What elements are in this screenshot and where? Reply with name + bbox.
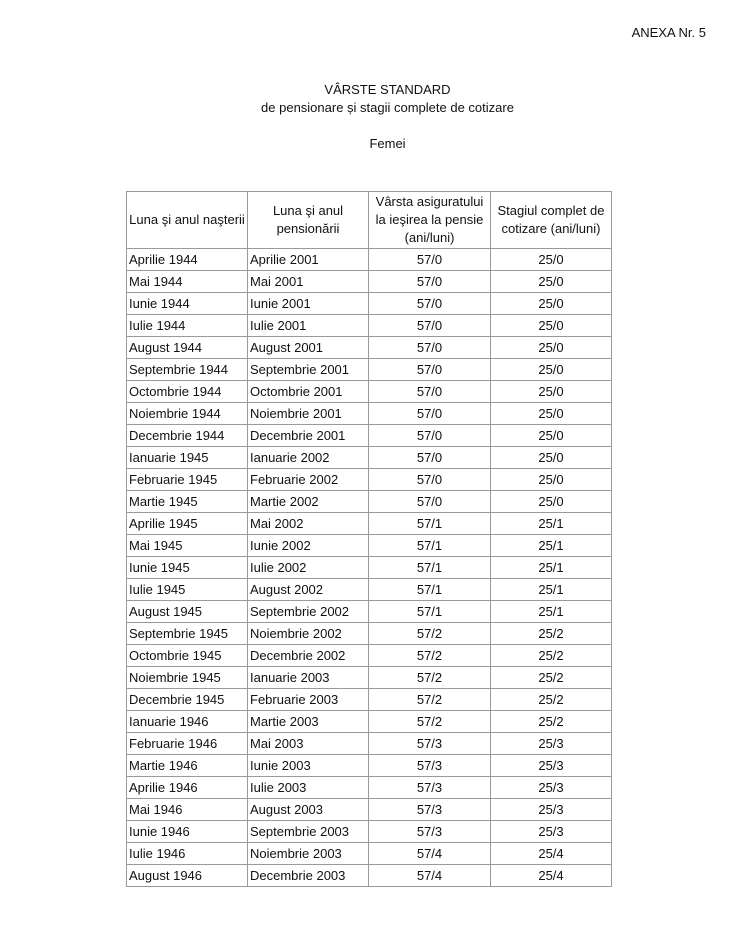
table-row	[127, 601, 612, 623]
cell-birth-month: Noiembrie 1945	[127, 667, 248, 689]
cell-birth-month: Ianuarie 1945	[127, 447, 248, 469]
cell-retirement-age: 57/0	[369, 425, 491, 447]
cell-retirement-month: Mai 2001	[248, 271, 369, 293]
group-label: Femei	[369, 136, 406, 151]
cell-birth-month: Februarie 1946	[127, 733, 248, 755]
table-row	[127, 865, 612, 887]
cell-birth-month: Iulie 1946	[127, 843, 248, 865]
table-row	[127, 821, 612, 843]
cell-contribution-period: 25/3	[491, 733, 612, 755]
cell-contribution-period: 25/0	[491, 469, 612, 491]
cell-retirement-age: 57/2	[369, 711, 491, 733]
table-row	[127, 689, 612, 711]
cell-retirement-age: 57/1	[369, 535, 491, 557]
cell-birth-month: August 1945	[127, 601, 248, 623]
table-row	[127, 645, 612, 667]
table-row	[127, 755, 612, 777]
cell-contribution-period: 25/3	[491, 755, 612, 777]
annex-label: ANEXA Nr. 5	[631, 25, 706, 40]
cell-birth-month: Octombrie 1944	[127, 381, 248, 403]
cell-birth-month: Martie 1945	[127, 491, 248, 513]
cell-retirement-age: 57/2	[369, 667, 491, 689]
cell-retirement-month: Decembrie 2003	[248, 865, 369, 887]
cell-contribution-period: 25/1	[491, 513, 612, 535]
table-row	[127, 513, 612, 535]
cell-retirement-age: 57/3	[369, 777, 491, 799]
cell-retirement-month: Iulie 2003	[248, 777, 369, 799]
table-header-row	[127, 192, 612, 249]
column-header-age: Vârsta asiguratului la ieşirea la pensie (ani/luni)	[369, 192, 491, 249]
cell-birth-month: Iulie 1945	[127, 579, 248, 601]
table-row	[127, 667, 612, 689]
cell-birth-month: Mai 1945	[127, 535, 248, 557]
cell-retirement-age: 57/4	[369, 865, 491, 887]
cell-retirement-age: 57/0	[369, 491, 491, 513]
cell-retirement-month: August 2001	[248, 337, 369, 359]
cell-contribution-period: 25/0	[491, 271, 612, 293]
cell-birth-month: Aprilie 1945	[127, 513, 248, 535]
cell-contribution-period: 25/0	[491, 315, 612, 337]
cell-retirement-month: Iulie 2001	[248, 315, 369, 337]
table-row	[127, 799, 612, 821]
cell-retirement-month: Iunie 2003	[248, 755, 369, 777]
cell-retirement-age: 57/0	[369, 469, 491, 491]
cell-birth-month: Februarie 1945	[127, 469, 248, 491]
cell-retirement-month: Noiembrie 2001	[248, 403, 369, 425]
cell-retirement-month: Decembrie 2001	[248, 425, 369, 447]
table-row	[127, 733, 612, 755]
column-header-birth: Luna şi anul naşterii	[127, 192, 248, 249]
cell-retirement-age: 57/1	[369, 579, 491, 601]
cell-contribution-period: 25/2	[491, 667, 612, 689]
cell-retirement-month: Ianuarie 2002	[248, 447, 369, 469]
cell-contribution-period: 25/3	[491, 777, 612, 799]
cell-birth-month: Septembrie 1944	[127, 359, 248, 381]
cell-birth-month: Ianuarie 1946	[127, 711, 248, 733]
cell-birth-month: Noiembrie 1944	[127, 403, 248, 425]
table-row	[127, 843, 612, 865]
table-row	[127, 535, 612, 557]
cell-retirement-month: Aprilie 2001	[248, 249, 369, 271]
cell-contribution-period: 25/2	[491, 623, 612, 645]
table-row	[127, 337, 612, 359]
cell-contribution-period: 25/1	[491, 557, 612, 579]
table-row	[127, 315, 612, 337]
cell-contribution-period: 25/1	[491, 579, 612, 601]
cell-retirement-age: 57/3	[369, 799, 491, 821]
cell-contribution-period: 25/4	[491, 865, 612, 887]
table-row	[127, 249, 612, 271]
cell-retirement-age: 57/0	[369, 337, 491, 359]
cell-retirement-age: 57/2	[369, 645, 491, 667]
cell-contribution-period: 25/1	[491, 535, 612, 557]
cell-retirement-age: 57/3	[369, 821, 491, 843]
cell-birth-month: Septembrie 1945	[127, 623, 248, 645]
cell-retirement-age: 57/3	[369, 755, 491, 777]
cell-retirement-month: Septembrie 2003	[248, 821, 369, 843]
document-subtitle: de pensionare și stagii complete de cotizare	[261, 100, 514, 115]
cell-retirement-month: Martie 2002	[248, 491, 369, 513]
cell-retirement-month: Martie 2003	[248, 711, 369, 733]
cell-retirement-age: 57/0	[369, 249, 491, 271]
table-row	[127, 711, 612, 733]
cell-retirement-age: 57/0	[369, 315, 491, 337]
cell-retirement-month: Septembrie 2002	[248, 601, 369, 623]
cell-retirement-age: 57/0	[369, 403, 491, 425]
cell-retirement-age: 57/3	[369, 733, 491, 755]
cell-contribution-period: 25/1	[491, 601, 612, 623]
table-row	[127, 425, 612, 447]
cell-birth-month: Iunie 1946	[127, 821, 248, 843]
cell-retirement-age: 57/1	[369, 601, 491, 623]
cell-contribution-period: 25/0	[491, 249, 612, 271]
table-row	[127, 491, 612, 513]
cell-contribution-period: 25/0	[491, 381, 612, 403]
cell-birth-month: August 1944	[127, 337, 248, 359]
table-row	[127, 623, 612, 645]
cell-retirement-age: 57/0	[369, 293, 491, 315]
table-row	[127, 777, 612, 799]
table-row	[127, 381, 612, 403]
column-header-retirement: Luna şi anul pensionării	[248, 192, 369, 249]
cell-retirement-month: Februarie 2003	[248, 689, 369, 711]
cell-retirement-month: Septembrie 2001	[248, 359, 369, 381]
cell-birth-month: Iunie 1944	[127, 293, 248, 315]
cell-retirement-month: Mai 2002	[248, 513, 369, 535]
cell-retirement-month: Noiembrie 2002	[248, 623, 369, 645]
cell-retirement-age: 57/1	[369, 513, 491, 535]
cell-birth-month: Octombrie 1945	[127, 645, 248, 667]
cell-retirement-age: 57/0	[369, 359, 491, 381]
cell-contribution-period: 25/4	[491, 843, 612, 865]
table-row	[127, 557, 612, 579]
cell-birth-month: Iulie 1944	[127, 315, 248, 337]
cell-birth-month: Decembrie 1945	[127, 689, 248, 711]
cell-contribution-period: 25/0	[491, 425, 612, 447]
cell-contribution-period: 25/0	[491, 293, 612, 315]
cell-retirement-age: 57/4	[369, 843, 491, 865]
cell-retirement-month: Octombrie 2001	[248, 381, 369, 403]
cell-birth-month: Aprilie 1946	[127, 777, 248, 799]
cell-birth-month: Mai 1946	[127, 799, 248, 821]
cell-birth-month: Aprilie 1944	[127, 249, 248, 271]
cell-contribution-period: 25/3	[491, 821, 612, 843]
table-row	[127, 271, 612, 293]
cell-retirement-age: 57/0	[369, 381, 491, 403]
cell-contribution-period: 25/3	[491, 799, 612, 821]
cell-retirement-age: 57/0	[369, 271, 491, 293]
cell-retirement-month: Iunie 2001	[248, 293, 369, 315]
document-title: VÂRSTE STANDARD	[324, 82, 451, 97]
table-row	[127, 469, 612, 491]
cell-contribution-period: 25/2	[491, 711, 612, 733]
cell-retirement-age: 57/2	[369, 623, 491, 645]
cell-contribution-period: 25/0	[491, 403, 612, 425]
cell-birth-month: August 1946	[127, 865, 248, 887]
cell-contribution-period: 25/0	[491, 337, 612, 359]
cell-retirement-age: 57/1	[369, 557, 491, 579]
cell-retirement-month: Februarie 2002	[248, 469, 369, 491]
cell-retirement-month: Iunie 2002	[248, 535, 369, 557]
table-row	[127, 293, 612, 315]
column-header-contribution: Stagiul complet de cotizare (ani/luni)	[491, 192, 612, 249]
cell-retirement-month: August 2003	[248, 799, 369, 821]
cell-contribution-period: 25/2	[491, 689, 612, 711]
table-row	[127, 403, 612, 425]
table-row	[127, 359, 612, 381]
cell-retirement-age: 57/2	[369, 689, 491, 711]
cell-retirement-month: August 2002	[248, 579, 369, 601]
cell-retirement-month: Decembrie 2002	[248, 645, 369, 667]
table-body	[127, 249, 612, 887]
cell-contribution-period: 25/0	[491, 491, 612, 513]
table-row	[127, 579, 612, 601]
cell-retirement-month: Ianuarie 2003	[248, 667, 369, 689]
cell-contribution-period: 25/2	[491, 645, 612, 667]
cell-retirement-month: Mai 2003	[248, 733, 369, 755]
table-row	[127, 447, 612, 469]
cell-contribution-period: 25/0	[491, 359, 612, 381]
cell-contribution-period: 25/0	[491, 447, 612, 469]
retirement-age-table	[126, 191, 612, 887]
cell-birth-month: Martie 1946	[127, 755, 248, 777]
cell-birth-month: Mai 1944	[127, 271, 248, 293]
document-title-block	[0, 81, 755, 117]
cell-birth-month: Iunie 1945	[127, 557, 248, 579]
cell-birth-month: Decembrie 1944	[127, 425, 248, 447]
cell-retirement-month: Iulie 2002	[248, 557, 369, 579]
cell-retirement-age: 57/0	[369, 447, 491, 469]
cell-retirement-month: Noiembrie 2003	[248, 843, 369, 865]
